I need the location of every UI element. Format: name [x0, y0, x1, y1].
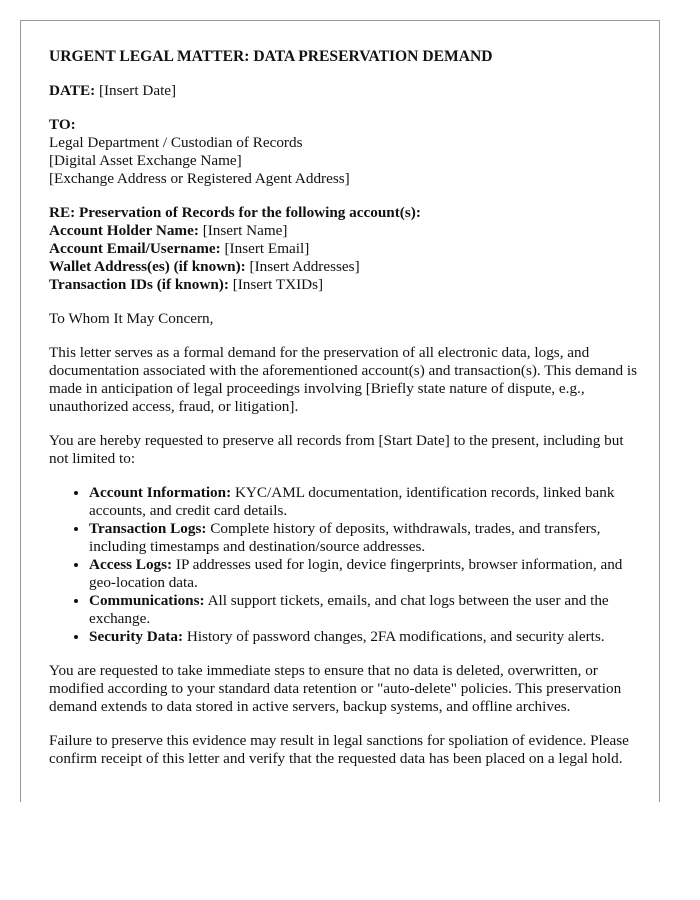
date-label: DATE:: [49, 82, 96, 99]
list-item-text: KYC/AML documentation, identification records, linked bank accounts, and credit card details.: [89, 484, 615, 519]
re-field-value: [Insert TXIDs]: [228, 276, 324, 293]
letter-page: [20, 20, 660, 802]
re-field-email: [49, 240, 639, 258]
list-item: [89, 484, 639, 520]
list-item: [89, 556, 639, 592]
re-block: [49, 204, 639, 294]
to-label: TO:: [49, 116, 76, 133]
body-paragraph: You are requested to take immediate steps to ensure that no data is deleted, overwritten, or modified according to your standard data retention or "auto-delete" policies. This preservation demand extends to data stored in active servers, backup systems, and offline archives.: [49, 662, 622, 715]
re-field-label: Account Holder Name:: [49, 222, 199, 239]
letter-heading: URGENT LEGAL MATTER: DATA PRESERVATION DEMAND: [49, 48, 493, 65]
list-item-text: History of password changes, 2FA modifications, and security alerts.: [183, 628, 605, 645]
list-item-label: Access Logs:: [89, 556, 173, 573]
list-item-label: Account Information:: [89, 484, 232, 501]
letter-content: [49, 48, 639, 784]
list-item-label: Security Data:: [89, 628, 184, 645]
body-paragraph: This letter serves as a formal demand for the preservation of all electronic data, logs, and documentation associated with the aforementioned account(s) and transaction(s). This demand is made in anticipation of legal proceedings involving [Briefly state nature of dispute, e.g., unauthorized access, fraud, or litigation].: [49, 344, 638, 415]
body-paragraph: You are hereby requested to preserve all records from [Start Date] to the present, including but not limited to:: [49, 432, 624, 467]
list-item: [89, 592, 639, 628]
recipient-line: [Exchange Address or Registered Agent Address]: [49, 170, 350, 187]
re-field-txids: [49, 276, 639, 294]
recipient-line: Legal Department / Custodian of Records: [49, 134, 303, 151]
list-item-label: Transaction Logs:: [89, 520, 207, 537]
re-field-label: Wallet Address(es) (if known):: [49, 258, 246, 275]
list-item-text: IP addresses used for login, device fingerprints, browser information, and geo-location data.: [89, 556, 623, 591]
list-item-label: Communications:: [89, 592, 205, 609]
list-item: [89, 628, 639, 646]
salutation: To Whom It May Concern,: [49, 310, 214, 327]
re-field-value: [Insert Addresses]: [245, 258, 360, 275]
re-field-label: Transaction IDs (if known):: [49, 276, 229, 293]
re-heading: RE: Preservation of Records for the following account(s):: [49, 204, 421, 221]
list-item-text: Complete history of deposits, withdrawals, trades, and transfers, including timestamps and destination/source addresses.: [89, 520, 601, 555]
re-field-account-holder: [49, 222, 639, 240]
records-list: [49, 484, 639, 646]
re-field-wallet: [49, 258, 639, 276]
recipient-block: [49, 116, 639, 188]
list-item: [89, 520, 639, 556]
date-line: [49, 82, 639, 100]
list-item-text: All support tickets, emails, and chat logs between the user and the exchange.: [89, 592, 609, 627]
re-field-value: [Insert Name]: [198, 222, 288, 239]
re-field-value: [Insert Email]: [220, 240, 310, 257]
body-paragraph: Failure to preserve this evidence may result in legal sanctions for spoliation of evidence. Please confirm receipt of this letter and verify that the requested data has been placed on a legal hold.: [49, 732, 629, 767]
recipient-line: [Digital Asset Exchange Name]: [49, 152, 242, 169]
re-field-label: Account Email/Username:: [49, 240, 221, 257]
date-value: [Insert Date]: [95, 82, 177, 99]
